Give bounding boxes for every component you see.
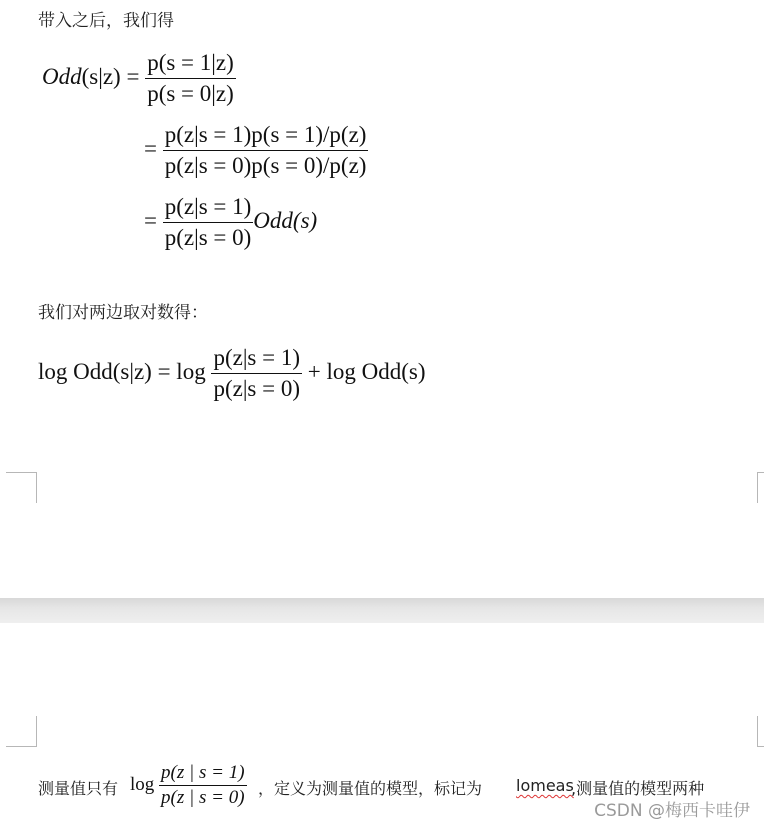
fraction-3-denominator: p(z|s = 0) — [163, 222, 254, 253]
equals-sign: = — [144, 207, 157, 233]
page2-log: log — [130, 773, 155, 795]
equation-log-odds — [38, 343, 426, 404]
page2-middle: ，定义为测量值的模型，标记为 — [258, 779, 483, 798]
crop-mark-top-left — [6, 716, 37, 747]
lhs-odd: Odd — [42, 63, 82, 89]
fraction-3-suffix: Odd(s) — [253, 207, 318, 233]
page2-fraction — [159, 761, 247, 810]
eq2-fraction-numerator: p(z|s = 1) — [213, 345, 301, 370]
equation-line-2 — [144, 120, 368, 181]
fraction-1-numerator: p(s = 1|z) — [147, 50, 234, 75]
eq2-fraction — [211, 343, 302, 404]
eq2-rhs: + log Odd(s) — [307, 358, 426, 384]
eq2-fraction-denominator: p(z|s = 0) — [211, 373, 302, 404]
page2-prefix: 测量值只有 — [38, 779, 119, 798]
page2-suffix: ,测量值的模型两种 — [571, 779, 705, 798]
page2-fraction-denominator: p(z | s = 0) — [161, 787, 245, 808]
page2-inline-equation — [130, 761, 247, 810]
page2-term: lomeas — [516, 776, 574, 795]
intro-text: 带入之后，我们得 — [38, 11, 174, 31]
fraction-1 — [145, 48, 236, 109]
equals-sign: = — [144, 135, 157, 161]
csdn-watermark: CSDN @梅西卡哇伊 — [594, 801, 750, 821]
lhs-args: (s|z) = — [81, 63, 140, 89]
crop-mark-bottom-right — [757, 472, 764, 503]
equation-line-1 — [42, 48, 236, 109]
equation-odd-ratio — [42, 48, 462, 268]
fraction-2-denominator: p(z|s = 0)p(s = 0)/p(z) — [163, 150, 369, 181]
fraction-2 — [163, 120, 369, 181]
crop-mark-bottom-left — [6, 472, 37, 503]
page2-fraction-numerator: p(z | s = 1) — [161, 762, 245, 783]
fraction-3 — [163, 192, 254, 253]
page-separator — [0, 598, 764, 623]
fraction-2-numerator: p(z|s = 1)p(s = 1)/p(z) — [164, 122, 367, 147]
second-text: 我们对两边取对数得： — [38, 303, 208, 323]
crop-mark-top-right — [757, 716, 764, 747]
eq2-lhs: log Odd(s|z) = log — [38, 358, 206, 384]
equation-line-3 — [144, 192, 317, 253]
fraction-3-numerator: p(z|s = 1) — [164, 194, 252, 219]
fraction-1-denominator: p(s = 0|z) — [145, 78, 236, 109]
